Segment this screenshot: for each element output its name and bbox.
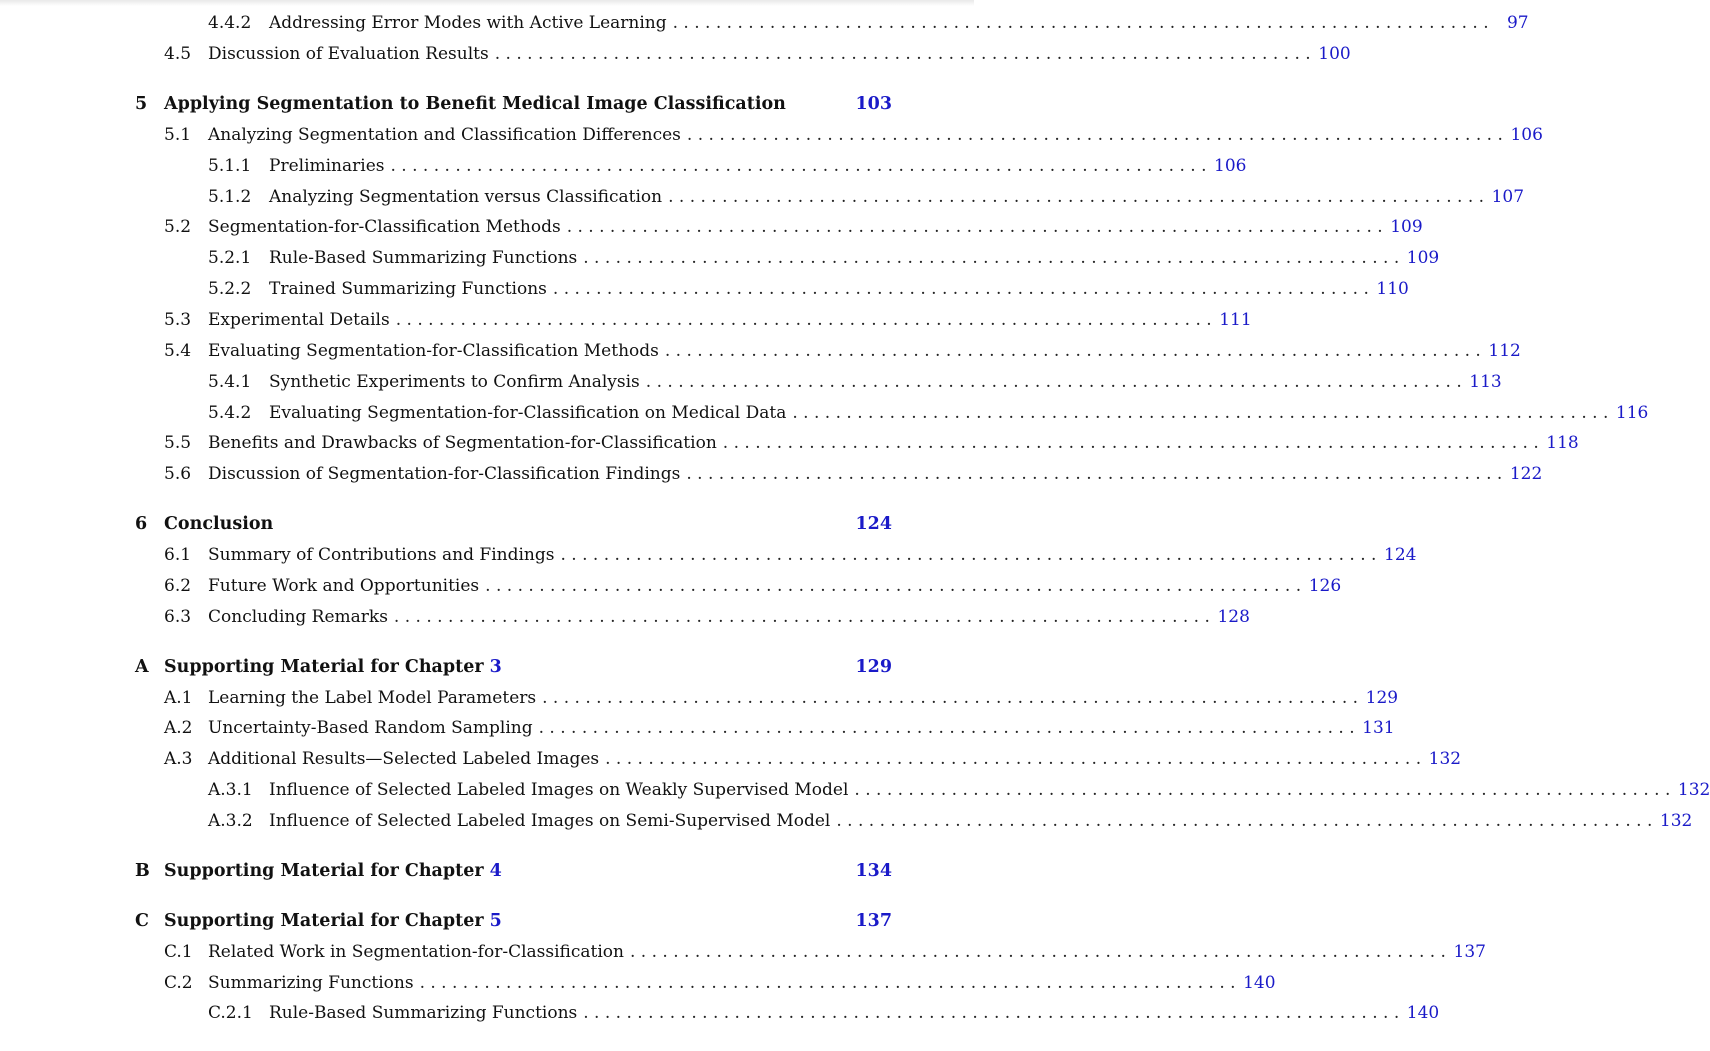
dot-leader: . . . . . . . . . . . . . . . . . . . . . . . . . . . . . . . . . . . . . . . . . . . . . . . . . . . . . . . . . . . . . . . . . . . . . . . . . . . . <box>722 433 1539 453</box>
toc-chapter[interactable] <box>135 94 892 120</box>
dot-leader: . . . . . . . . . . . . . . . . . . . . . . . . . . . . . . . . . . . . . . . . . . . . . . . . . . . . . . . . . . . . . . . . . . . . . . . . . . . . <box>485 576 1302 596</box>
section-title: Analyzing Segmentation versus Classification <box>269 187 663 207</box>
toc-entry[interactable] <box>164 464 1543 490</box>
toc-entry[interactable] <box>164 310 1252 336</box>
chapter-title: Supporting Material for Chapter <box>164 861 484 881</box>
toc-entry[interactable] <box>164 942 1486 968</box>
dot-leader: . . . . . . . . . . . . . . . . . . . . . . . . . . . . . . . . . . . . . . . . . . . . . . . . . . . . . . . . . . . . . . . . . . . . . . . . . . . . <box>836 811 1653 831</box>
toc-entry[interactable] <box>164 217 1423 243</box>
toc-entry[interactable] <box>164 125 1543 151</box>
page-link[interactable]: 122 <box>1509 464 1543 484</box>
section-number: 6.1 <box>164 545 192 565</box>
page-link[interactable]: 132 <box>1677 780 1710 800</box>
section-title: Influence of Selected Labeled Images on Weakly Supervised Model <box>269 780 849 800</box>
section-title: Preliminaries <box>269 156 385 176</box>
page-link[interactable]: 112 <box>1488 341 1521 361</box>
section-number: 5.4.1 <box>208 372 252 392</box>
section-number: 5.5 <box>164 433 192 453</box>
dot-leader: . . . . . . . . . . . . . . . . . . . . . . . . . . . . . . . . . . . . . . . . . . . . . . . . . . . . . . . . . . . . . . . . . . . . . . . . . . . . <box>583 248 1400 268</box>
dot-leader: . . . . . . . . . . . . . . . . . . . . . . . . . . . . . . . . . . . . . . . . . . . . . . . . . . . . . . . . . . . . . . . . . . . . . . . . . . . . <box>629 942 1446 962</box>
toc-entry[interactable] <box>208 187 1525 213</box>
dot-leader: . . . . . . . . . . . . . . . . . . . . . . . . . . . . . . . . . . . . . . . . . . . . . . . . . . . . . . . . . . . . . . . . . . . . . . . . . . . . <box>664 341 1481 361</box>
dot-leader: . . . . . . . . . . . . . . . . . . . . . . . . . . . . . . . . . . . . . . . . . . . . . . . . . . . . . . . . . . . . . . . . . . . . . . . . . . . . <box>686 464 1503 484</box>
toc-entry[interactable] <box>164 341 1521 367</box>
section-number: C.2.1 <box>208 1003 253 1023</box>
toc-entry[interactable] <box>208 780 1710 806</box>
page-link[interactable]: 113 <box>1469 372 1502 392</box>
chapter-ref-link[interactable]: 4 <box>489 861 502 881</box>
page-link[interactable]: 124 <box>1384 545 1417 565</box>
dot-leader: . . . . . . . . . . . . . . . . . . . . . . . . . . . . . . . . . . . . . . . . . . . . . . . . . . . . . . . . . . . . . . . . . . . . . . . . . . . . <box>538 718 1355 738</box>
dot-leader: . . . . . . . . . . . . . . . . . . . . . . . . . . . . . . . . . . . . . . . . . . . . . . . . . . . . . . . . . . . . . . . . . . . . . . . . . . . . <box>672 13 1489 33</box>
dot-leader: . . . . . . . . . . . . . . . . . . . . . . . . . . . . . . . . . . . . . . . . . . . . . . . . . . . . . . . . . . . . . . . . . . . . . . . . . . . . <box>390 156 1207 176</box>
dot-leader: . . . . . . . . . . . . . . . . . . . . . . . . . . . . . . . . . . . . . . . . . . . . . . . . . . . . . . . . . . . . . . . . . . . . . . . . . . . . <box>605 749 1422 769</box>
page-link[interactable]: 109 <box>1406 248 1440 268</box>
page-link[interactable]: 134 <box>855 861 892 881</box>
section-number: 4.5 <box>164 44 192 64</box>
chapter-ref-link[interactable]: 5 <box>489 911 502 931</box>
section-number: 5.2.1 <box>208 248 252 268</box>
toc-entry[interactable] <box>164 607 1250 633</box>
section-title: Summarizing Functions <box>208 973 414 993</box>
page-link[interactable]: 132 <box>1659 811 1693 831</box>
page-link[interactable]: 129 <box>855 657 892 677</box>
chapter-title: Supporting Material for Chapter <box>164 657 484 677</box>
page-link[interactable]: 111 <box>1219 310 1252 330</box>
section-title: Influence of Selected Labeled Images on Semi-Supervised Model <box>269 811 831 831</box>
page-link[interactable]: 129 <box>1365 688 1399 708</box>
dot-leader: . . . . . . . . . . . . . . . . . . . . . . . . . . . . . . . . . . . . . . . . . . . . . . . . . . . . . . . . . . . . . . . . . . . . . . . . . . . . <box>583 1003 1400 1023</box>
dot-leader: . . . . . . . . . . . . . . . . . . . . . . . . . . . . . . . . . . . . . . . . . . . . . . . . . . . . . . . . . . . . . . . . . . . . . . . . . . . . <box>566 217 1383 237</box>
dot-leader: . . . . . . . . . . . . . . . . . . . . . . . . . . . . . . . . . . . . . . . . . . . . . . . . . . . . . . . . . . . . . . . . . . . . . . . . . . . . <box>542 688 1359 708</box>
toc-entry[interactable] <box>208 248 1440 274</box>
chapter-number: B <box>135 861 150 881</box>
dot-leader: . . . . . . . . . . . . . . . . . . . . . . . . . . . . . . . . . . . . . . . . . . . . . . . . . . . . . . . . . . . . . . . . . . . . . . . . . . . . <box>419 973 1236 993</box>
toc-entry[interactable] <box>208 13 1529 39</box>
page-link[interactable]: 106 <box>1510 125 1543 145</box>
toc-entry[interactable] <box>164 545 1417 571</box>
dot-leader: . . . . . . . . . . . . . . . . . . . . . . . . . . . . . . . . . . . . . . . . . . . . . . . . . . . . . . . . . . . . . . . . . . . . . . . . . . . . <box>395 310 1212 330</box>
page-link[interactable]: 97 <box>1506 13 1529 33</box>
page-link[interactable]: 140 <box>1406 1003 1440 1023</box>
dot-leader: . . . . . . . . . . . . . . . . . . . . . . . . . . . . . . . . . . . . . . . . . . . . . . . . . . . . . . . . . . . . . . . . . . . . . . . . . . . . <box>854 780 1671 800</box>
page-link[interactable]: 100 <box>1318 44 1351 64</box>
toc-entry[interactable] <box>208 403 1649 429</box>
toc-entry[interactable] <box>208 372 1502 398</box>
section-number: 5.3 <box>164 310 192 330</box>
section-number: A.3.2 <box>208 811 253 831</box>
toc-chapter[interactable] <box>135 911 892 937</box>
page-link[interactable]: 131 <box>1362 718 1395 738</box>
page-link[interactable]: 137 <box>1453 942 1486 962</box>
chapter-number: C <box>135 911 149 931</box>
toc-entry[interactable] <box>208 1003 1440 1029</box>
section-number: 6.2 <box>164 576 192 596</box>
page-link[interactable]: 118 <box>1546 433 1579 453</box>
section-title: Concluding Remarks <box>208 607 388 627</box>
toc-entry[interactable] <box>164 433 1579 459</box>
toc-chapter[interactable] <box>135 514 892 540</box>
chapter-title: Supporting Material for Chapter <box>164 911 484 931</box>
section-title: Summary of Contributions and Findings <box>208 545 555 565</box>
toc-entry[interactable] <box>164 749 1462 775</box>
page-link[interactable]: 106 <box>1214 156 1247 176</box>
section-title: Additional Results—Selected Labeled Images <box>208 749 600 769</box>
section-title: Synthetic Experiments to Confirm Analysis <box>269 372 640 392</box>
section-title: Experimental Details <box>208 310 390 330</box>
section-number: 5.6 <box>164 464 192 484</box>
chapter-ref-link[interactable]: 3 <box>489 657 502 677</box>
section-title: Discussion of Segmentation-for-Classification Findings <box>208 464 681 484</box>
chapter-title: Applying Segmentation to Benefit Medical Image Classification <box>164 94 786 114</box>
section-number: A.1 <box>164 688 193 708</box>
section-title: Related Work in Segmentation-for-Classification <box>208 942 624 962</box>
dot-leader: . . . . . . . . . . . . . . . . . . . . . . . . . . . . . . . . . . . . . . . . . . . . . . . . . . . . . . . . . . . . . . . . . . . . . . . . . . . . <box>552 279 1369 299</box>
page-link[interactable]: 137 <box>855 911 892 931</box>
section-number: 6.3 <box>164 607 192 627</box>
section-number: 5.2.2 <box>208 279 252 299</box>
toc-chapter[interactable] <box>135 861 892 887</box>
section-title: Trained Summarizing Functions <box>269 279 547 299</box>
section-title: Evaluating Segmentation-for-Classification Methods <box>208 341 659 361</box>
page-link[interactable]: 128 <box>1217 607 1250 627</box>
toc-entry[interactable] <box>208 156 1247 182</box>
section-title: Uncertainty-Based Random Sampling <box>208 718 533 738</box>
section-title: Rule-Based Summarizing Functions <box>269 248 578 268</box>
page-link[interactable]: 103 <box>855 94 892 114</box>
section-title: Rule-Based Summarizing Functions <box>269 1003 578 1023</box>
toc-chapter[interactable] <box>135 657 892 683</box>
section-number: A.3.1 <box>208 780 253 800</box>
section-title: Segmentation-for-Classification Methods <box>208 217 561 237</box>
dot-leader: . . . . . . . . . . . . . . . . . . . . . . . . . . . . . . . . . . . . . . . . . . . . . . . . . . . . . . . . . . . . . . . . . . . . . . . . . . . . <box>560 545 1377 565</box>
dot-leader: . . . . . . . . . . . . . . . . . . . . . . . . . . . . . . . . . . . . . . . . . . . . . . . . . . . . . . . . . . . . . . . . . . . . . . . . . . . . <box>668 187 1485 207</box>
toc-entry[interactable] <box>164 718 1395 744</box>
section-title: Learning the Label Model Parameters <box>208 688 537 708</box>
page-link[interactable]: 109 <box>1390 217 1423 237</box>
section-title: Analyzing Segmentation and Classification Differences <box>208 125 681 145</box>
section-number: 5.1 <box>164 125 192 145</box>
toc-entry[interactable] <box>208 811 1693 837</box>
toc-entry[interactable] <box>208 279 1409 305</box>
chapter-number: A <box>135 657 149 677</box>
page-link[interactable]: 107 <box>1491 187 1525 207</box>
dot-leader: . . . . . . . . . . . . . . . . . . . . . . . . . . . . . . . . . . . . . . . . . . . . . . . . . . . . . . . . . . . . . . . . . . . . . . . . . . . . <box>792 403 1609 423</box>
section-number: 5.2 <box>164 217 192 237</box>
dot-leader: . . . . . . . . . . . . . . . . . . . . . . . . . . . . . . . . . . . . . . . . . . . . . . . . . . . . . . . . . . . . . . . . . . . . . . . . . . . . <box>393 607 1210 627</box>
chapter-title: Conclusion <box>164 514 274 534</box>
section-title: Future Work and Opportunities <box>208 576 480 596</box>
page-link[interactable]: 116 <box>1615 403 1649 423</box>
page-link[interactable]: 126 <box>1308 576 1342 596</box>
section-number: 5.4.2 <box>208 403 252 423</box>
section-title: Addressing Error Modes with Active Learning <box>269 13 667 33</box>
toc-entry[interactable] <box>164 576 1342 602</box>
section-number: C.1 <box>164 942 193 962</box>
section-number: C.2 <box>164 973 193 993</box>
section-number: A.2 <box>164 718 193 738</box>
chapter-number: 5 <box>135 94 148 114</box>
toc-entry[interactable] <box>164 973 1276 999</box>
section-number: 4.4.2 <box>208 13 252 33</box>
dot-leader: . . . . . . . . . . . . . . . . . . . . . . . . . . . . . . . . . . . . . . . . . . . . . . . . . . . . . . . . . . . . . . . . . . . . . . . . . . . . <box>686 125 1503 145</box>
section-number: 5.1.1 <box>208 156 252 176</box>
section-title: Evaluating Segmentation-for-Classification on Medical Data <box>269 403 787 423</box>
section-number: 5.1.2 <box>208 187 252 207</box>
page-link[interactable]: 110 <box>1376 279 1409 299</box>
toc-entry[interactable] <box>164 44 1351 70</box>
section-number: 5.4 <box>164 341 192 361</box>
section-title: Benefits and Drawbacks of Segmentation-for-Classification <box>208 433 717 453</box>
toc-entry[interactable] <box>164 688 1399 714</box>
page-link[interactable]: 124 <box>855 514 892 534</box>
dot-leader: . . . . . . . . . . . . . . . . . . . . . . . . . . . . . . . . . . . . . . . . . . . . . . . . . . . . . . . . . . . . . . . . . . . . . . . . . . . . <box>494 44 1311 64</box>
page-link[interactable]: 132 <box>1428 749 1462 769</box>
section-number: A.3 <box>164 749 193 769</box>
dot-leader: . . . . . . . . . . . . . . . . . . . . . . . . . . . . . . . . . . . . . . . . . . . . . . . . . . . . . . . . . . . . . . . . . . . . . . . . . . . . <box>645 372 1462 392</box>
chapter-number: 6 <box>135 514 148 534</box>
page-link[interactable]: 140 <box>1243 973 1276 993</box>
section-title: Discussion of Evaluation Results <box>208 44 489 64</box>
